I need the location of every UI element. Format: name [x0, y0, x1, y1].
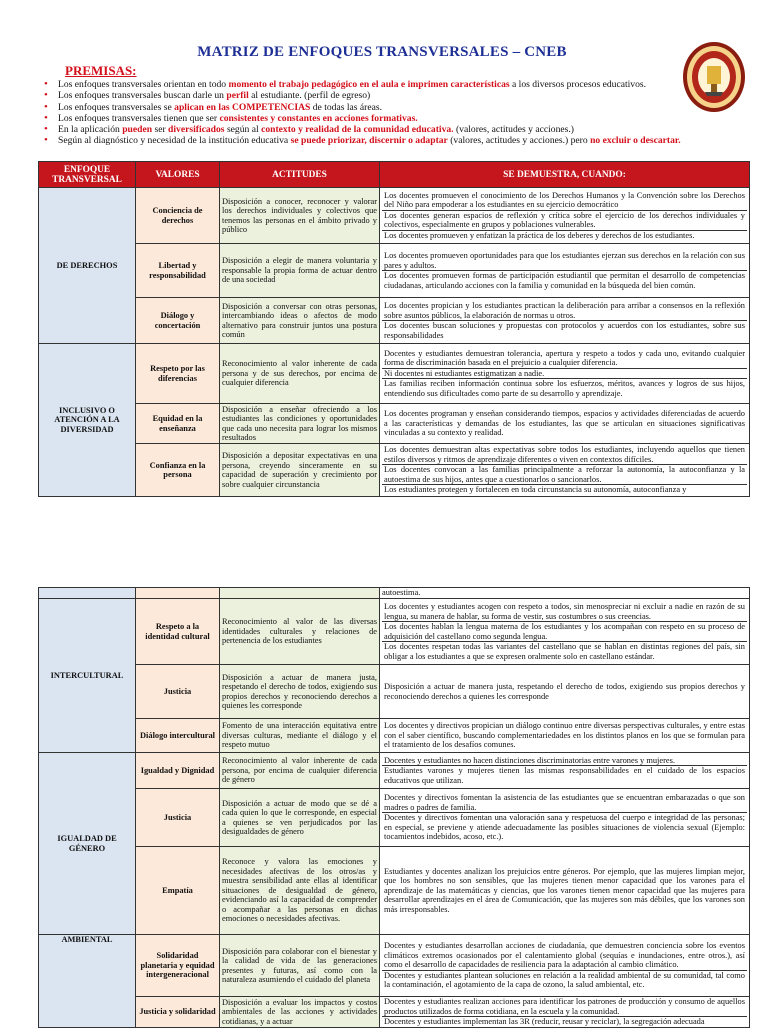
- demuestra-cell: [380, 244, 750, 298]
- column-header: SE DEMUESTRA, CUANDO:: [380, 162, 750, 188]
- demuestra-item: Los docentes y estudiantes acogen con respeto a todos, sin menospreciar ni excluir a nadie en razón de su lengua, su manera de hablar, su forma de vestir, sus costumbres o sus creencias.: [384, 602, 745, 621]
- table-row: [39, 753, 750, 789]
- table-row: [39, 344, 750, 404]
- table-row: [39, 719, 750, 753]
- actitud-cell: Reconocimiento al valor de las diversas identidades culturales y relaciones de pertenencia de los estudiantes: [220, 599, 380, 665]
- enfoque-cell: DE DERECHOS: [39, 188, 136, 344]
- premisas-heading: PREMISAS:: [65, 63, 137, 78]
- demuestra-item: Las familias reciben información continua sobre los esfuerzos, méritos, avances y logros de sus hijos, entendiendo sus dificultades como parte de su desarrollo y aprendizaje.: [384, 379, 745, 398]
- valor-cell: Conciencia de derechos: [136, 188, 220, 244]
- table-row: [39, 188, 750, 244]
- demuestra-item: Los docentes demuestran altas expectativas sobre todos los estudiantes, incluyendo aquellos que tienen estilos diversos y ritmos de aprendizaje diferentes o viven en contextos difíciles.: [384, 445, 745, 464]
- column-header: VALORES: [136, 162, 220, 188]
- demuestra-item: Los docentes propician y los estudiantes practican la deliberación para arribar a consensos en la reflexión sobre asuntos públicos, la elaboración de normas u otros.: [384, 301, 745, 320]
- demuestra-item: Los docentes hablan la lengua materna de los estudiantes y los acompañan con respeto en su proceso de adquisición del castellano como segunda lengua.: [384, 622, 745, 641]
- enfoque-cell: [39, 588, 136, 599]
- valor-cell: Diálogo intercultural: [136, 719, 220, 753]
- enfoque-cell: AMBIENTAL: [39, 935, 136, 1028]
- actitud-cell: Disposición a actuar de manera justa, respetando el derecho de todos, exigiendo sus propios derechos y reconociendo derechos a quienes les corresponde: [220, 665, 380, 719]
- actitud-cell: Disposición a depositar expectativas en una persona, creyendo sinceramente en su capacidad de superación y crecimiento por sobre cualquier circunstancia: [220, 444, 380, 497]
- table-row: [39, 935, 750, 997]
- demuestra-item: Estudiantes varones y mujeres tienen las mismas responsabilidades en el cuidado de los espacios educativos que utilizan.: [384, 766, 745, 785]
- demuestra-item: Ni docentes ni estudiantes estigmatizan a nadie.: [382, 369, 747, 380]
- demuestra-item: Docentes y directivos fomentan una valoración sana y respetuosa del cuerpo e integridad de las personas; en especial, se previene y atiende adecuadamente las posibles situaciones de violencia sexual (Ejemplo: tocamientos indebidos, acoso, etc.).: [384, 813, 745, 842]
- demuestra-cell: [380, 344, 750, 404]
- demuestra-cell: [380, 599, 750, 665]
- demuestra-item: Docentes y directivos fomentan la asistencia de las estudiantes que se encuentran embarazadas o que son madres o padres de familia.: [384, 793, 745, 812]
- valor-cell: Confianza en la persona: [136, 444, 220, 497]
- premisa-item: • Los enfoques transversales tienen que ser consistentes y constantes en acciones formativas.: [44, 113, 734, 124]
- demuestra-cell: autoestima.: [380, 588, 750, 599]
- actitud-cell: [220, 588, 380, 599]
- actitud-cell: Disposición a conversar con otras personas, intercambiando ideas o afectos de modo alternativo para construir juntos una postura común: [220, 298, 380, 344]
- demuestra-cell: [380, 753, 750, 789]
- actitud-cell: Disposición a enseñar ofreciendo a los estudiantes las condiciones y oportunidades que cada uno necesita para lograr los mismos resultados: [220, 404, 380, 444]
- demuestra-item: Los docentes convocan a las familias principalmente a reforzar la autonomía, la autoconfianza y la autoestima de sus hijos, antes que a cuestionarlos o sancionarlos.: [384, 465, 745, 484]
- valor-cell: Justicia: [136, 789, 220, 847]
- actitud-cell: Fomento de una interacción equitativa entre diversas culturas, mediante el diálogo y el respeto mutuo: [220, 719, 380, 753]
- demuestra-item: Docentes y estudiantes implementan las 3R (reducir, reusar y reciclar), la segregación adecuada: [384, 1017, 705, 1026]
- premisa-item: • Los enfoques transversales buscan darle un perfil al estudiante. (perfil de egreso): [44, 90, 734, 101]
- valor-cell: Justicia y solidaridad: [136, 997, 220, 1028]
- actitud-cell: Disposición a evaluar los impactos y costos ambientales de las acciones y actividades cotidianas, y a actuar: [220, 997, 380, 1028]
- demuestra-cell: [380, 719, 750, 753]
- demuestra-cell: [380, 847, 750, 935]
- valor-cell: Solidaridad planetaria y equidad intergeneracional: [136, 935, 220, 997]
- valor-cell: Justicia: [136, 665, 220, 719]
- demuestra-item: Los docentes promueven formas de participación estudiantil que permitan el desarrollo de competencias ciudadanas, articulando acciones con la familia y comunidad en la búsqueda del bien común.: [384, 271, 745, 290]
- table-row: [39, 588, 750, 599]
- demuestra-item: Los docentes y directivos propician un diálogo continuo entre diversas perspectivas culturales, y entre estas con el saber científico, buscando complementariedades en los distintos planos en los que se formulan para el tratamiento de los desafíos comunes.: [384, 721, 745, 750]
- table-row: [39, 444, 750, 497]
- actitud-cell: Disposición a elegir de manera voluntaria y responsable la propia forma de actuar dentro de una sociedad: [220, 244, 380, 298]
- demuestra-item: Docentes y estudiantes plantean soluciones en relación a la realidad ambiental de su comunidad, tal como la contaminación, el agotamiento de la capa de ozono, la salud ambiental, etc.: [384, 970, 745, 990]
- table-row: [39, 997, 750, 1028]
- valor-cell: Igualdad y Dignidad: [136, 753, 220, 789]
- actitud-cell: Reconocimiento al valor inherente de cada persona, por encima de cualquier diferencia de género: [220, 753, 380, 789]
- demuestra-item: Los docentes promueven y enfatizan la práctica de los deberes y derechos de los estudiantes.: [384, 230, 695, 240]
- demuestra-cell: [380, 298, 750, 344]
- table-row: [39, 404, 750, 444]
- premisa-item: • Según al diagnóstico y necesidad de la institución educativa se puede priorizar, discernir o adaptar (valores, actitudes y acciones.) pero no excluir o descartar.: [44, 135, 734, 146]
- table-row: [39, 665, 750, 719]
- table-row: [39, 244, 750, 298]
- valor-cell: Respeto a la identidad cultural: [136, 599, 220, 665]
- demuestra-item: Disposición a actuar de manera justa, respetando el derecho de todos, exigiendo sus propios derechos y reconociendo derechos a quienes les corresponde: [384, 682, 745, 701]
- demuestra-item: Los docentes promueven oportunidades para que los estudiantes ejerzan sus derechos en la relación con sus pares y adultos.: [384, 251, 745, 270]
- table-row: [39, 298, 750, 344]
- valor-cell: Empatía: [136, 847, 220, 935]
- demuestra-item: Los docentes buscan soluciones y propuestas con protocolos y acuerdos con los estudiantes, sobre sus responsabilidades: [384, 321, 745, 340]
- table-row: [39, 789, 750, 847]
- valor-cell: Equidad en la enseñanza: [136, 404, 220, 444]
- demuestra-item: Docentes y estudiantes realizan acciones para identificar los patrones de producción y consumo de aquellos productos utilizados de forma cotidiana, en la escuela y la comunidad.: [384, 997, 745, 1016]
- demuestra-cell: [380, 997, 750, 1028]
- demuestra-item: Los estudiantes protegen y fortalecen en toda circunstancia su autonomía, autoconfianza y: [384, 485, 687, 495]
- premisas-list: [44, 79, 734, 147]
- matrix-table-2: [38, 587, 750, 1028]
- demuestra-item: Docentes y estudiantes no hacen distinciones discriminatorias entre varones y mujeres.: [382, 756, 747, 767]
- demuestra-item: Los docentes programan y enseñan considerando tiempos, espacios y actividades diferenciadas de acuerdo a las características y demandas de los estudiantes, las que se articulan en situaciones significativas vinculadas a su contexto y realidad.: [384, 409, 745, 438]
- valor-cell: [136, 588, 220, 599]
- column-header: ENFOQUE TRANSVERSAL: [39, 162, 136, 188]
- actitud-cell: Reconocimiento al valor inherente de cada persona y de sus derechos, por encima de cualquier diferencia: [220, 344, 380, 404]
- table-row: [39, 847, 750, 935]
- demuestra-item: Docentes y estudiantes desarrollan acciones de ciudadanía, que demuestren conciencia sobre los eventos climáticos extremos ocasionados por el calentamiento global (sequías e inundaciones, entre otros.), así como el desarrollo de capacidades de resiliencia para la adaptación al cambio climático.: [384, 941, 745, 970]
- column-header: ACTITUDES: [220, 162, 380, 188]
- demuestra-cell: [380, 404, 750, 444]
- valor-cell: Respeto por las diferencias: [136, 344, 220, 404]
- premisa-item: • Los enfoques transversales se aplican en las COMPETENCIAS de todas las áreas.: [44, 102, 734, 113]
- premisa-item: • Los enfoques transversales orientan en todo momento el trabajo pedagógico en el aula e imprimen características a los diversos procesos educativos.: [44, 79, 734, 90]
- valor-cell: Libertad y responsabilidad: [136, 244, 220, 298]
- actitud-cell: Reconoce y valora las emociones y necesidades afectivas de los otros/as y muestra sensibilidad ante ellas al identificar situaciones de desigualdad de género, evidenciando así la capacidad de comprender o acompañar a las personas en dichas emociones o necesidades afectivas.: [220, 847, 380, 935]
- actitud-cell: Disposición para colaborar con el bienestar y la calidad de vida de las generaciones presentes y futuras, así como con la naturaleza asumiendo el cuidado del planeta: [220, 935, 380, 997]
- demuestra-cell: [380, 935, 750, 997]
- page-title: MATRIZ DE ENFOQUES TRANSVERSALES – CNEB: [197, 44, 567, 60]
- valor-cell: Diálogo y concertación: [136, 298, 220, 344]
- demuestra-cell: [380, 444, 750, 497]
- demuestra-cell: [380, 188, 750, 244]
- matrix-table-1: [38, 161, 750, 497]
- demuestra-cell: [380, 789, 750, 847]
- enfoque-cell: INTERCULTURAL: [39, 599, 136, 753]
- demuestra-item: Los docentes respetan todas las variantes del castellano que se hablan en distintas regiones del país, sin obligar a los estudiantes a que se expresen oralmente solo en castellano estándar.: [384, 642, 745, 661]
- table-row: [39, 599, 750, 665]
- actitud-cell: Disposición a actuar de modo que se dé a cada quien lo que le corresponde, en especial a quienes se ven perjudicados por las desigualdades de género: [220, 789, 380, 847]
- actitud-cell: Disposición a conocer, reconocer y valorar los derechos individuales y colectivos que tenemos las personas en el ámbito privado y público: [220, 188, 380, 244]
- demuestra-item: Los docentes generan espacios de reflexión y crítica sobre el ejercicio de los derechos individuales y colectivos, especialmente en grupos y poblaciones vulnerables.: [384, 210, 745, 230]
- enfoque-cell: INCLUSIVO O ATENCIÓN A LA DIVERSIDAD: [39, 344, 136, 497]
- demuestra-cell: [380, 665, 750, 719]
- demuestra-item: Los docentes promueven el conocimiento de los Derechos Humanos y la Convención sobre los Derechos del Niño para empoderar a los estudiantes en su ejercicio democrático: [384, 190, 745, 210]
- premisa-item: • En la aplicación pueden ser diversificados según al contexto y realidad de la comunidad educativa. (valores, actitudes y acciones.): [44, 124, 734, 135]
- demuestra-item: Docentes y estudiantes demuestran tolerancia, apertura y respeto a todos y cada uno, evitando cualquier forma de discriminación basada en el prejuicio a cualquier diferencia.: [384, 348, 745, 368]
- enfoque-cell: IGUALDAD DE GÉNERO: [39, 753, 136, 935]
- demuestra-item: Estudiantes y docentes analizan los prejuicios entre géneros. Por ejemplo, que las mujeres limpian mejor, que los hombres no son sensibles, que las mujeres tienen menor capacidad que los varones para el aprendizaje de las matemáticas y ciencias, que los varones tienen menor capacidad que las mujeres para desarrollar aprendizajes en el área de Comunicación, que las mujeres son más débiles, que los varones son más irresponsables.: [384, 866, 745, 914]
